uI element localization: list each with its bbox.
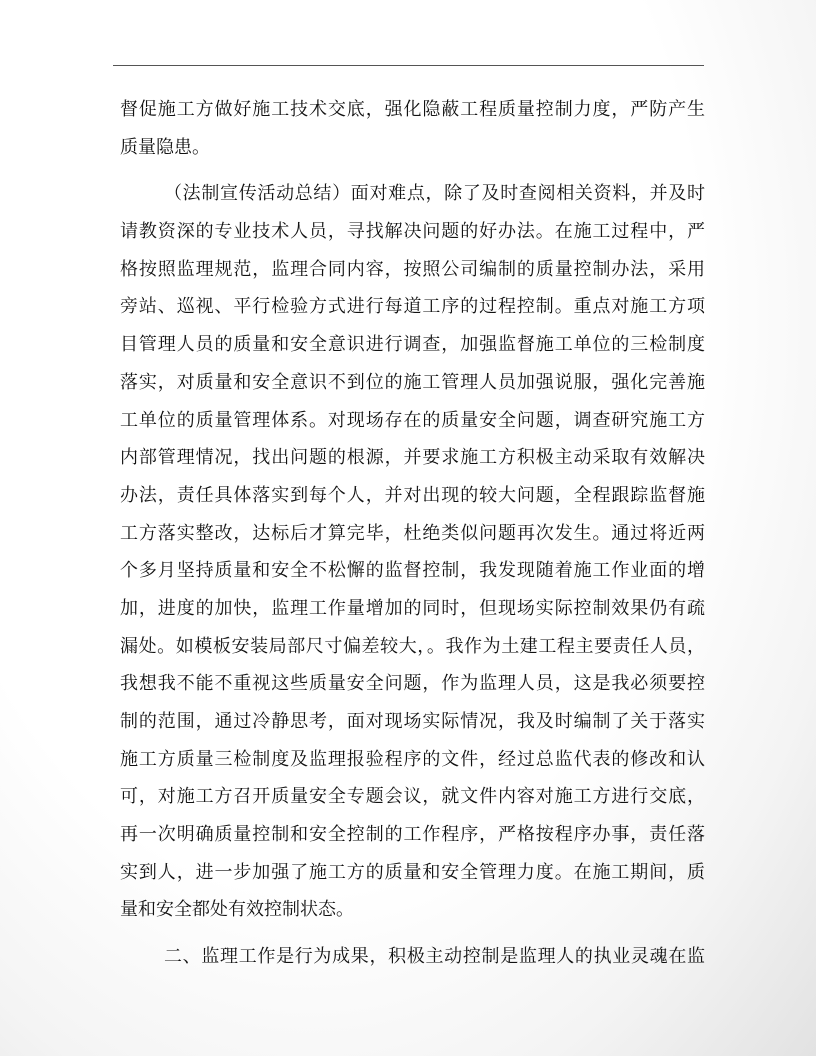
text-line: 工方落实整改，达标后才算完毕，杜绝类似问题再次发生。通过将近两 bbox=[120, 522, 705, 544]
text-line: 目管理人员的质量和安全意识进行调查，加强监督施工单位的三检制度 bbox=[120, 334, 705, 356]
text-line: 制的范围，通过冷静思考，面对现场实际情况，我及时编制了关于落实 bbox=[120, 711, 705, 732]
text-line: 工单位的质量管理体系。对现场存在的质量安全问题，调查研究施工方 bbox=[120, 409, 705, 431]
text-line: 加，进度的加快，监理工作量增加的同时，但现场实际控制效果仍有疏 bbox=[120, 597, 705, 619]
text-line: 我想我不能不重视这些质量安全问题，作为监理人员，这是我必须要控 bbox=[120, 673, 705, 695]
text-line: 再一次明确质量控制和安全控制的工作程序，严格按程序办事，责任落 bbox=[120, 824, 705, 846]
paragraph-3 bbox=[120, 938, 705, 976]
paragraph-spacing bbox=[120, 929, 705, 938]
paragraph-spacing bbox=[120, 166, 705, 175]
text-line: 请教资深的专业技术人员，寻找解决问题的好办法。在施工过程中，严 bbox=[120, 221, 705, 243]
text-line: 落实，对质量和安全意识不到位的施工管理人员加强说服，强化完善施 bbox=[120, 371, 705, 393]
text-line: 可，对施工方召开质量安全专题会议，就文件内容对施工方进行交底， bbox=[120, 786, 705, 808]
text-line: 个多月坚持质量和安全不松懈的监督控制，我发现随着施工作业面的增 bbox=[120, 560, 705, 582]
text-line: （法制宣传活动总结）面对难点，除了及时查阅相关资料，并及时 bbox=[164, 183, 705, 205]
text-line: 格按照监理规范，监理合同内容，按照公司编制的质量控制办法，采用 bbox=[120, 258, 705, 280]
text-line: 督促施工方做好施工技术交底，强化隐蔽工程质量控制力度，严防产生 bbox=[120, 99, 705, 120]
header-rule bbox=[113, 65, 704, 66]
text-line: 旁站、巡视、平行检验方式进行每道工序的过程控制。重点对施工方项 bbox=[120, 296, 705, 318]
text-line: 量和安全都处有效控制状态。 bbox=[120, 899, 354, 921]
text-line: 实到人，进一步加强了施工方的质量和安全管理力度。在施工期间，质 bbox=[120, 861, 705, 883]
text-line: 漏处。如模板安装局部尺寸偏差较大，。我作为土建工程主要责任人员， bbox=[120, 635, 705, 657]
text-line: 质量隐患。 bbox=[120, 136, 210, 158]
paragraph-1 bbox=[120, 91, 705, 166]
section-heading-line: 二、监理工作是行为成果，积极主动控制是监理人的执业灵魂在监 bbox=[164, 946, 705, 968]
text-line: 施工方质量三检制度及监理报验程序的文件，经过总监代表的修改和认 bbox=[120, 748, 705, 770]
text-line: 内部管理情况，找出问题的根源，并要求施工方积极主动采取有效解决 bbox=[120, 447, 705, 469]
document-body bbox=[120, 91, 705, 976]
text-line: 办法，责任具体落实到每个人，并对出现的较大问题，全程跟踪监督施 bbox=[120, 484, 705, 506]
paragraph-2 bbox=[120, 175, 705, 929]
